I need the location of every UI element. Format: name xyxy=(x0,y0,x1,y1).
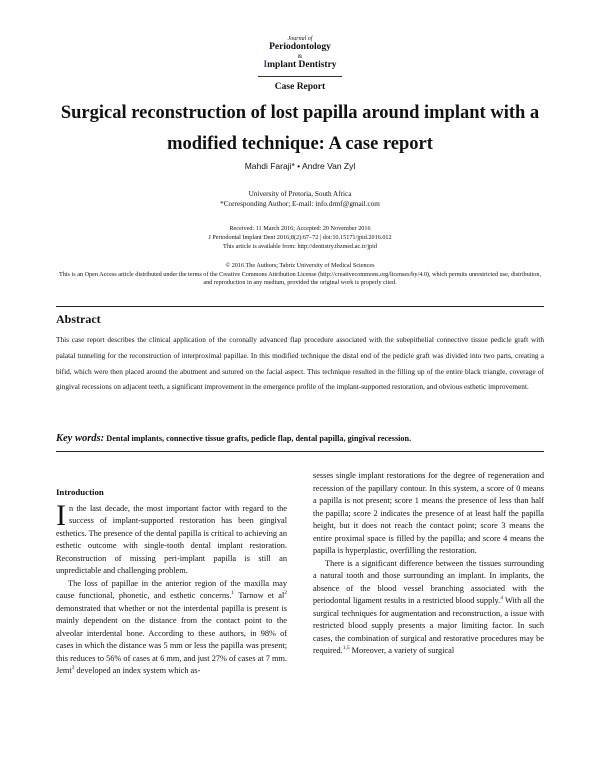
copyright: © 2016 The Authors; Tabriz University of Medical Sciences xyxy=(225,262,375,269)
citation-ref: 4 xyxy=(500,595,503,602)
keywords xyxy=(56,433,544,444)
article-dates xyxy=(0,224,600,251)
right-paragraph-1: sesses single implant restorations for the degree of regeneration and recession of the papillary contour. In this system, a score of 0 means a papilla is not present; score 1 means the presence of less than half the papilla; score 2 indicates the presence of at least half the papilla height, but it does not reach the contact point; score 3 means the entire proximal space is filled by the papilla; and score 4 means the papilla is hyperplastic, overfilling the restoration. xyxy=(313,471,544,555)
institution: University of Pretoria, South Africa xyxy=(248,190,352,198)
abstract-heading: Abstract xyxy=(56,312,101,326)
journal-name-line1: Journal of xyxy=(287,36,313,42)
keywords-text: Dental implants, connective tissue grafts, pedicle flap, dental papilla, gingival recession. xyxy=(106,434,412,443)
left-column xyxy=(56,486,287,678)
journal-name-rest: mplant Dentistry xyxy=(267,59,337,70)
drop-cap: I xyxy=(56,498,66,532)
corresponding-author: *Corresponding Author; E-mail: info.drmf@gmail.com xyxy=(220,200,380,208)
right-p2-text-a: There is a significant difference between the tissues surrounding a natural tooth and those surrounding an implant. In implants, the absence of the blood vessel branching associated with the periodontal ligament results in a restricted blood supply. xyxy=(313,558,544,605)
introduction-heading: Introduction xyxy=(56,487,104,497)
right-paragraph-2 xyxy=(313,558,544,658)
journal-name-ampersand: & xyxy=(297,53,303,60)
intro-p2-text-c: demonstrated that whether or not the interdental papilla is present is mainly dependent on the distance from the contact point to the alveolar interdental bone. According to these authors, in 98% of cases in which the distance was 5 mm or less the papilla was present; this reduces to 56% of cases at 6 mm, and just 27% of cases at 7 mm. Jemt xyxy=(56,603,287,675)
citation-ref: 3 xyxy=(71,665,75,672)
journal-name-line3 xyxy=(0,61,600,71)
author-list: Mahdi Faraji* • Andre Van Zyl xyxy=(244,161,356,171)
abstract-bottom-rule xyxy=(56,451,544,452)
citation-ref: 2 xyxy=(284,590,287,597)
journal-masthead xyxy=(0,36,600,70)
abstract-top-rule xyxy=(56,306,544,307)
citation-ref: 1 xyxy=(231,590,235,597)
right-p2-text-b: With all the surgical techniques for augmentation and reconstruction, a issue with restricted blood supply presents a major limiting factor. In such cases, the combination of surgical and restorative procedures may be required. xyxy=(313,596,545,655)
license-text: This is an Open Access article distributed under the terms of the Creative Commons Attribution License (http://creativecommons.org/licenses/by/4.0), which permits unrestricted use, distribution, and reproduction in any medium, provided the original work is properly cited. xyxy=(58,270,542,287)
right-p2-text-c: Moreover, a variety of surgical xyxy=(349,646,455,655)
keywords-label: Key words: xyxy=(56,433,105,444)
citation-ref: 1,5 xyxy=(342,645,350,652)
intro-p2-text-b: Tarnow et al xyxy=(234,591,285,600)
intro-p1-text: n the last decade, the most important factor with regard to the success of implant-supported restoration has been gingival esthetics. The presence of the dental papilla is critical to achieving an esthetic outcome with single-tooth dental implant restoration. Reconstruction of missing peri-implant papilla is still an unpredictable and challenging problem. xyxy=(56,503,287,575)
journal-name-initial: I xyxy=(263,59,268,70)
intro-p2-text-d: developed an index system which as- xyxy=(74,666,201,675)
intro-paragraph-1 xyxy=(56,498,287,578)
masthead-divider xyxy=(258,76,342,77)
journal-name-line2: Periodontology xyxy=(269,42,331,52)
availability: This article is available from: http://dentistry.tbzmed.ac.ir/jpid xyxy=(223,243,377,250)
article-title: Surgical reconstruction of lost papilla around implant with a modified technique: A case report xyxy=(60,103,540,154)
right-column xyxy=(313,470,544,658)
intro-paragraph-2 xyxy=(56,578,287,678)
affiliation xyxy=(0,189,600,209)
citation: J Periodontal Implant Dent 2016;8(2):67–72 | doi:10.15171/jpid.2016.012 xyxy=(208,234,392,241)
article-type: Case Report xyxy=(274,82,326,92)
license-block xyxy=(56,262,544,288)
received-accepted: Received: 11 March 2016; Accepted: 20 November 2016 xyxy=(229,225,371,232)
intro-p2-text-a: The loss of papillae in the anterior region of the maxilla may cause functional, phonetic, and esthetic concerns. xyxy=(56,578,287,600)
abstract-body: This case report describes the clinical application of the coronally advanced flap procedure associated with the subepithelial connective tissue pedicle graft with palatal tunneling for the reconstruction of interproximal papillae. In this modified technique the distal end of the pedicle graft was divided into two parts, creating a bifid, which were then placed around the abutment and sutured on the facial aspect. This technique resulted in the filling up of the entire black triangle, coverage of gingival recessions on adjacent teeth, a significant improvement in the emergence profile of the implant-supported restoration, and obvious esthetic improvement. xyxy=(56,335,544,392)
